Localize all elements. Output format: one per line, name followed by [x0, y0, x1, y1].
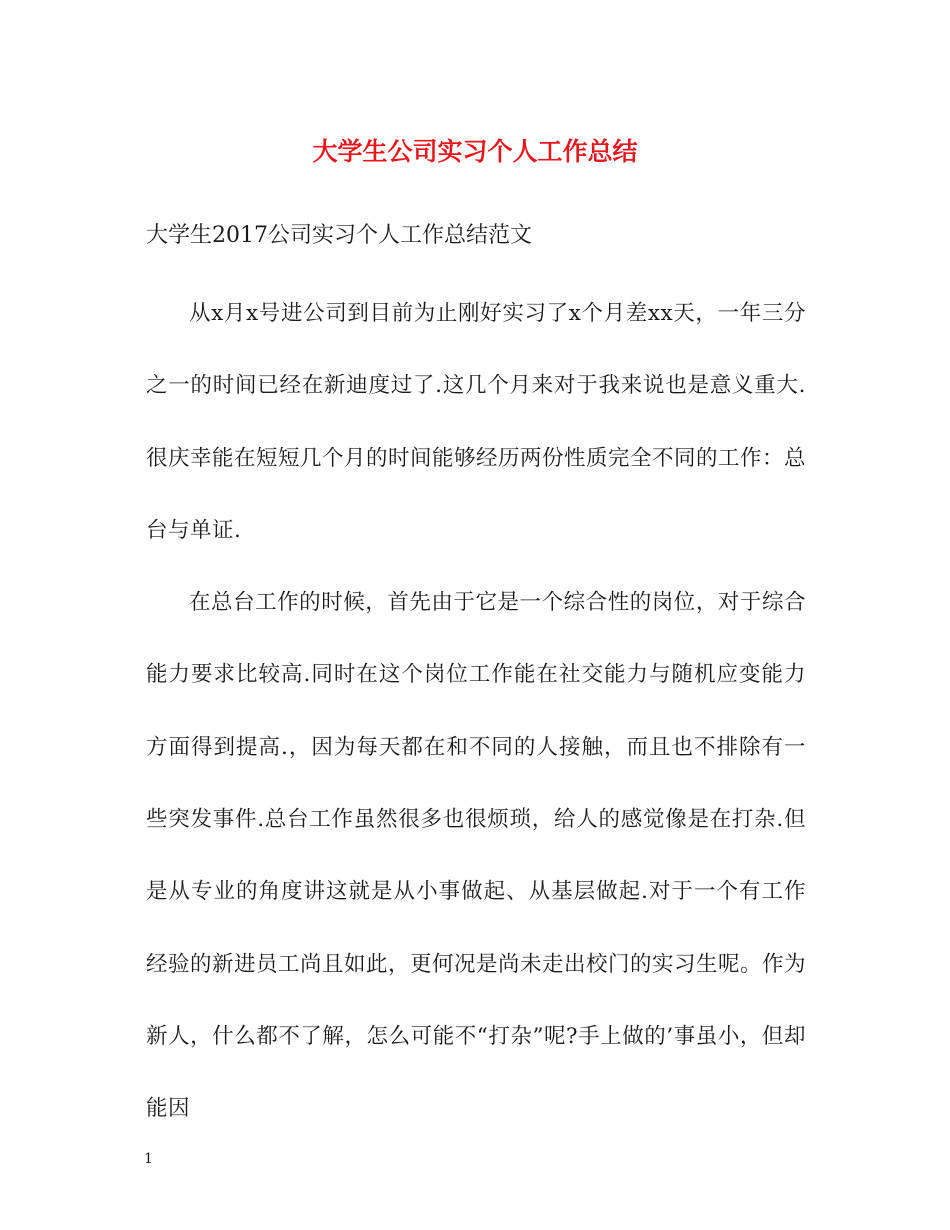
document-subtitle: 大学生2017公司实习个人工作总结范文: [146, 223, 532, 248]
page-number: 1: [144, 1151, 153, 1167]
paragraph: 在总台工作的时候，首先由于它是一个综合性的岗位，对于综合能力要求比较高.同时在这个岗位工作能在社交能力与随机应变能力方面得到提高.，因为每天都在和不同的人接触，而且也不排除有一些突发事件.总台工作虽然很多也很烦琐，给人的感觉像是在打杂.但是从专业的角度讲这就是从小事做起、从基层做起.对于一个有工作经验的新进员工尚且如此，更何况是尚未走出校门的实习生呢。作为新人，什么都不了解，怎么可能不“打杂”呢?手上做的’事虽小，但却能因: [146, 590, 807, 1122]
document-body: [146, 278, 806, 1146]
paragraph: 从x月x号进公司到目前为止刚好实习了x个月差xx天，一年三分之一的时间已经在新迪度过了.这几个月来对于我来说也是意义重大.很庆幸能在短短几个月的时间能够经历两份性质完全不同的工作：总台与单证.: [146, 301, 807, 543]
document-title: 大学生公司实习个人工作总结: [312, 137, 638, 166]
